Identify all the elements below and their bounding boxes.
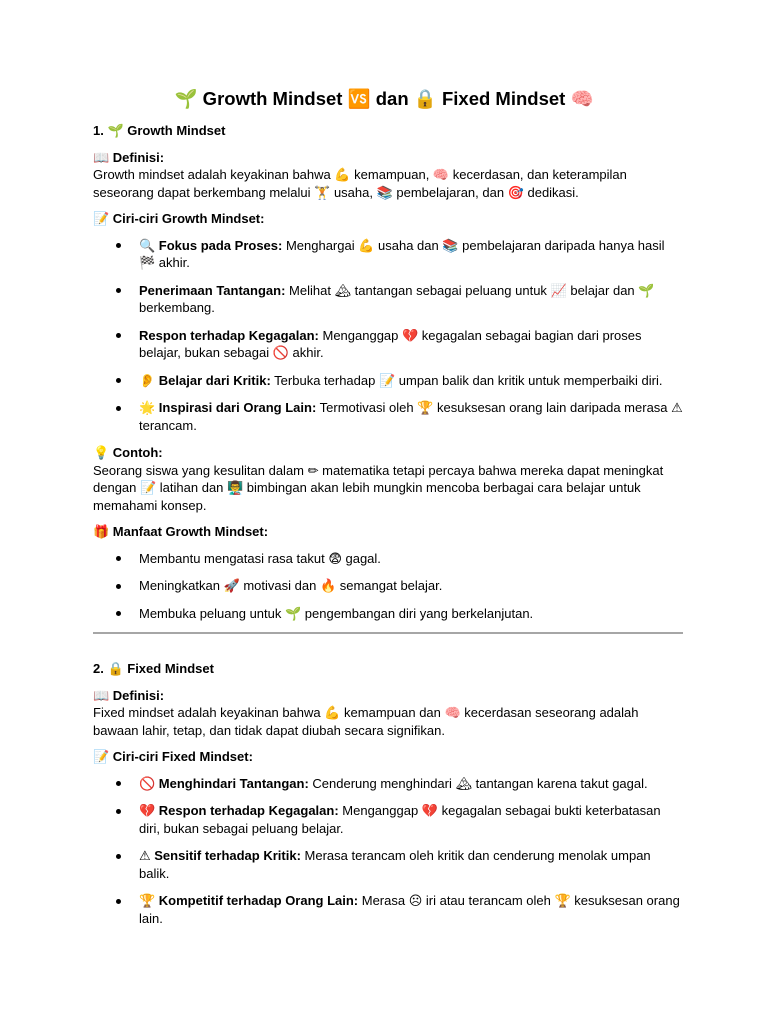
list-item (93, 775, 683, 793)
section-divider (93, 632, 683, 634)
fixed-definition (93, 687, 683, 740)
trait-text: Menganggap 💔 kegagalan sebagai bukti keterbatasan diri, bukan sebagai peluang belajar. (139, 803, 661, 836)
growth-example-text: Seorang siswa yang kesulitan dalam ✏ matematika tetapi percaya bahwa mereka dapat meningkat dengan 📝 latihan dan 👨‍🏫 bimbingan akan lebih mungkin mencoba berbagai cara belajar untuk memahami konsep. (93, 462, 664, 513)
trait-text: Terbuka terhadap 📝 umpan balik dan kritik untuk memperbaiki diri. (270, 372, 663, 388)
trait-text: Menghargai 💪 usaha dan 📚 pembelajaran daripada hanya hasil 🏁 akhir. (139, 237, 665, 270)
growth-definition-label: 📖 Definisi: (93, 149, 165, 165)
trait-label: ⚠ Sensitif terhadap Kritik: (139, 848, 301, 863)
fixed-traits-label: 📝 Ciri-ciri Fixed Mindset: (93, 749, 253, 764)
list-item (93, 327, 683, 362)
growth-definition-text: Growth mindset adalah keyakinan bahwa 💪 kemampuan, 🧠 kecerdasan, dan keterampilan seseorang dapat berkembang melalui 🏋 usaha, 📚 pembelajaran, dan 🎯 dedikasi. (93, 167, 627, 200)
trait-text: Termotivasi oleh 🏆 kesuksesan orang lain daripada merasa ⚠ terancam. (139, 400, 683, 433)
list-item (93, 802, 683, 837)
growth-heading: 1. 🌱 Growth Mindset (93, 123, 226, 138)
fixed-heading: 2. 🔒 Fixed Mindset (93, 661, 214, 676)
trait-label: 🔍 Fokus pada Proses: (139, 237, 283, 253)
list-item (93, 847, 683, 882)
trait-label: Respon terhadap Kegagalan: (139, 327, 319, 343)
growth-benefits-label: 🎁 Manfaat Growth Mindset: (93, 524, 269, 539)
growth-example-label: 💡 Contoh: (93, 445, 163, 460)
page-title: 🌱 Growth Mindset 🆚 dan 🔒 Fixed Mindset 🧠 (174, 88, 594, 109)
fixed-definition-label: 📖 Definisi: (93, 687, 165, 703)
growth-traits-label: 📝 Ciri-ciri Growth Mindset: (93, 211, 265, 226)
document-body (93, 122, 683, 937)
list-item: Membuka peluang untuk 🌱 pengembangan diri yang berkelanjutan. (93, 605, 683, 623)
list-item (93, 237, 683, 272)
trait-label: 🏆 Kompetitif terhadap Orang Lain: (139, 893, 359, 908)
trait-label: 🚫 Menghindari Tantangan: (139, 775, 309, 791)
trait-label: Penerimaan Tantangan: (139, 282, 286, 298)
list-item (93, 282, 683, 317)
trait-text: Merasa ☹ iri atau terancam oleh 🏆 kesuksesan orang lain. (139, 893, 680, 926)
growth-definition (93, 149, 683, 202)
trait-text: Melihat 🏔 tantangan sebagai peluang untuk 📈 belajar dan 🌱 berkembang. (139, 282, 655, 315)
trait-label: 👂 Belajar dari Kritik: (139, 372, 271, 388)
list-item: Meningkatkan 🚀 motivasi dan 🔥 semangat belajar. (93, 577, 683, 595)
trait-text: Cenderung menghindari 🏔 tantangan karena takut gagal. (308, 775, 648, 791)
fixed-traits-list (93, 775, 683, 928)
trait-text: Menganggap 💔 kegagalan sebagai bagian dari proses belajar, bukan sebagai 🚫 akhir. (139, 327, 642, 360)
list-item (93, 399, 683, 434)
growth-traits-list (93, 237, 683, 435)
trait-text: Merasa terancam oleh kritik dan cenderung menolak umpan balik. (139, 848, 651, 881)
list-item (93, 892, 683, 927)
list-item: Membantu mengatasi rasa takut 😨 gagal. (93, 550, 683, 568)
trait-label: 🌟 Inspirasi dari Orang Lain: (139, 400, 317, 415)
growth-example (93, 444, 683, 514)
trait-label: 💔 Respon terhadap Kegagalan: (139, 803, 339, 818)
fixed-definition-text: Fixed mindset adalah keyakinan bahwa 💪 kemampuan dan 🧠 kecerdasan seseorang adalah bawaan lahir, tetap, dan tidak dapat diubah secara signifikan. (93, 705, 639, 738)
list-item (93, 372, 683, 390)
growth-benefits-list (93, 550, 683, 623)
